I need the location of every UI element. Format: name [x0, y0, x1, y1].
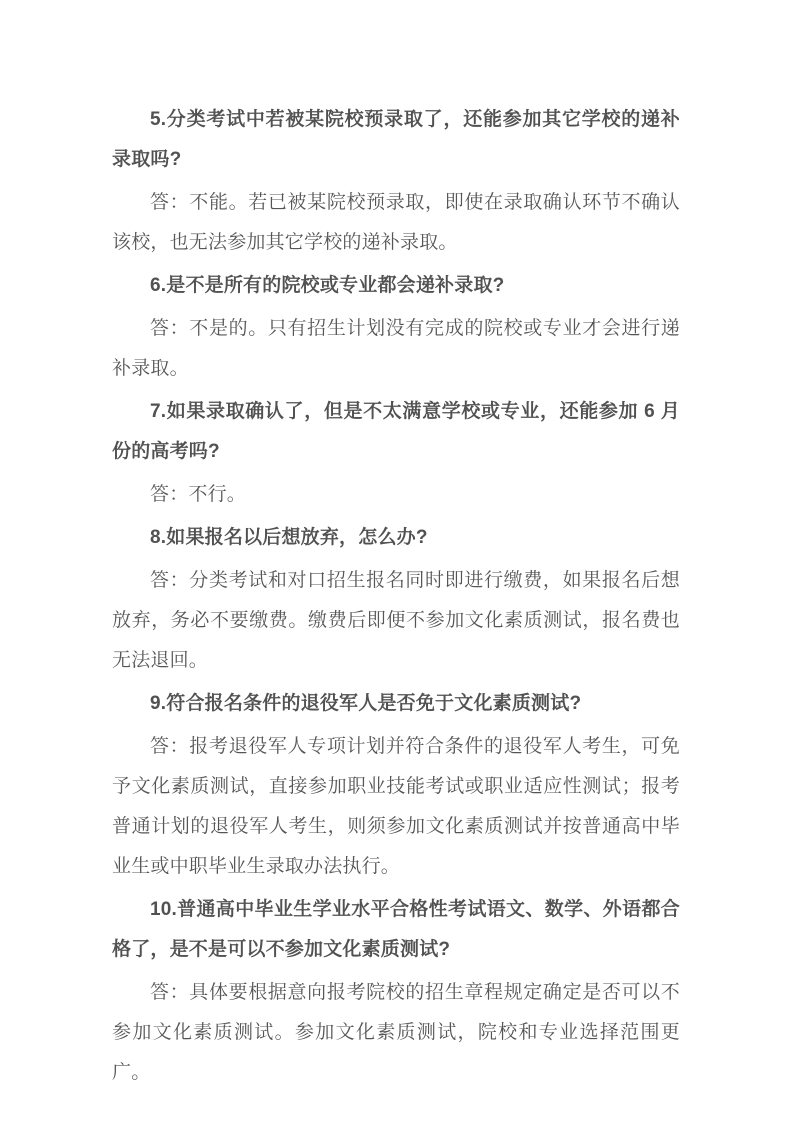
- qa-item-8: [112, 518, 680, 681]
- answer-paragraph: 答：报考退役军人专项计划并符合条件的退役军人考生，可免予文化素质测试，直接参加职业技能考试或职业适应性测试；报考普通计划的退役军人考生，则须参加文化素质测试并按普通高中毕业生或中职毕业生录取办法执行。: [112, 736, 680, 877]
- answer-paragraph: 答：分类考试和对口招生报名同时即进行缴费，如果报名后想放弃，务必不要缴费。缴费后即便不参加文化素质测试，报名费也无法退回。: [112, 570, 680, 671]
- answer-paragraph: 答：不能。若已被某院校预录取，即使在录取确认环节不确认该校，也无法参加其它学校的递补录取。: [112, 192, 680, 253]
- qa-item-6: [112, 266, 680, 389]
- answer-paragraph: 答：不是的。只有招生计划没有完成的院校或专业才会进行递补录取。: [112, 318, 680, 379]
- question-paragraph: 5.分类考试中若被某院校预录取了，还能参加其它学校的递补录取吗?: [112, 109, 680, 170]
- question-paragraph: 9.符合报名条件的退役军人是否免于文化素质测试?: [150, 693, 582, 714]
- answer-paragraph: 答：不行。: [150, 484, 247, 505]
- question-paragraph: 7.如果录取确认了，但是不太满意学校或专业，还能参加 6 月份的高考吗?: [112, 401, 680, 462]
- answer-paragraph: 答：具体要根据意向报考院校的招生章程规定确定是否可以不参加文化素质测试。参加文化素质测试，院校和专业选择范围更广。: [112, 982, 680, 1083]
- qa-item-5: [112, 100, 680, 263]
- question-paragraph: 10.普通高中毕业生学业水平合格性考试语文、数学、外语都合格了，是不是可以不参加文化素质测试?: [112, 899, 680, 960]
- question-paragraph: 8.如果报名以后想放弃，怎么办?: [150, 527, 428, 548]
- qa-item-10: [112, 890, 680, 1093]
- qa-item-7: [112, 392, 680, 515]
- qa-item-9: [112, 684, 680, 887]
- question-paragraph: 6.是不是所有的院校或专业都会递补录取?: [150, 275, 505, 296]
